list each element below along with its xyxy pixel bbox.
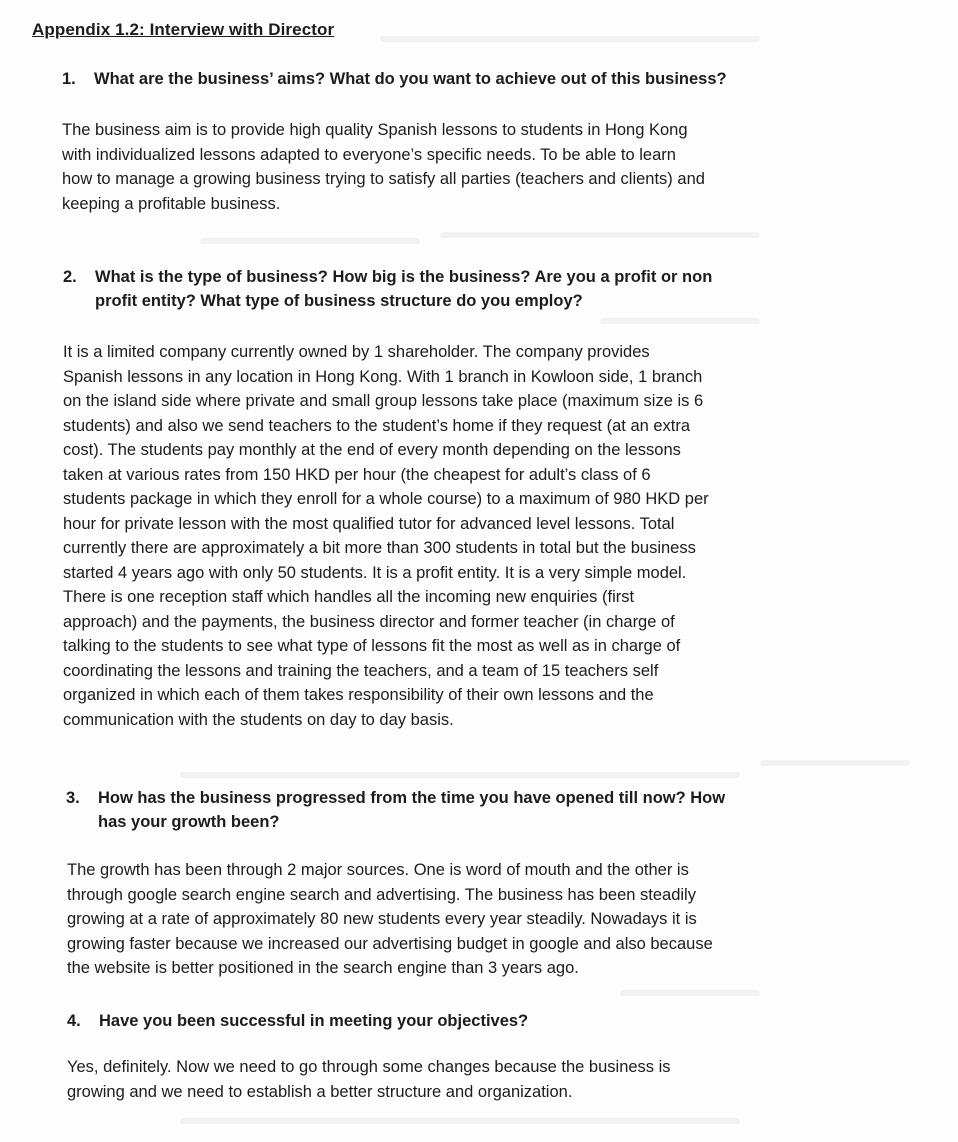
answer-line: talking to the students to see what type of lessons fit the most as well as in charge of [63,637,681,655]
answer-line: the website is better positioned in the search engine than 3 years ago. [67,959,579,977]
question-2 [63,265,783,313]
document-title: Appendix 1.2: Interview with Director [32,20,335,39]
bleed-through-mark [620,990,760,996]
answer-line: hour for private lesson with the most qualified tutor for advanced level lessons. Total [63,514,675,533]
answer-line: approach) and the payments, the business director and former teacher (in charge of [63,612,675,631]
answer-4 [67,1055,827,1104]
answer-line: through google search engine search and advertising. The business has been steadily [67,885,696,904]
answer-line: keeping a profitable business. [62,194,281,213]
answer-line: There is one reception staff which handles all the incoming new enquiries (first [63,588,635,606]
answer-line: with individualized lessons adapted to everyone’s specific needs. To be able to learn [62,145,676,164]
bleed-through-mark [180,1118,740,1124]
bleed-through-mark [380,36,760,42]
answer-line: The growth has been through 2 major sources. One is word of mouth and the other is [67,861,689,879]
question-number: 3. [66,789,80,807]
answer-line: coordinating the lessons and training the teachers, and a team of 15 teachers self [63,661,659,680]
answer-line: Spanish lessons in any location in Hong Kong. With 1 branch in Kowloon side, 1 branch [63,367,703,386]
answer-line: started 4 years ago with only 50 students. It is a profit entity. It is a very simple model. [63,563,687,582]
bleed-through-mark [440,232,760,238]
question-text: Have you been successful in meeting your objectives? [99,1012,529,1030]
question-text: has your growth been? [98,813,280,831]
answer-line: growing at a rate of approximately 80 new students every year steadily. Nowadays it is [67,910,697,928]
question-text: How has the business progressed from the time you have opened till now? How [98,789,726,807]
answer-line: Yes, definitely. Now we need to go through some changes because the business is [67,1058,671,1076]
answer-line: It is a limited company currently owned by 1 shareholder. The company provides [63,343,650,361]
question-1 [62,67,782,91]
bleed-through-mark [180,772,740,778]
bleed-through-mark [600,318,760,324]
question-number: 1. [62,70,76,88]
answer-line: taken at various rates from 150 HKD per hour (the cheapest for adult’s class of 6 [63,465,651,484]
bleed-through-mark [760,760,910,766]
question-text: profit entity? What type of business structure do you employ? [95,292,583,310]
answer-line: communication with the students on day to day basis. [63,710,454,729]
answer-line: currently there are approximately a bit more than 300 students in total but the business [63,539,696,557]
answer-line: students) and also we send teachers to the student’s home if they request (at an extra [63,416,691,435]
question-number: 4. [67,1012,81,1030]
bleed-through-mark [200,238,420,244]
answer-line: growing and we need to establish a better structure and organization. [67,1082,573,1101]
answer-line: on the island side where private and small group lessons take place (maximum size is 6 [63,392,704,410]
answer-2 [63,340,823,732]
question-text: What is the type of business? How big is the business? Are you a profit or non [95,268,713,286]
question-text: What are the business’ aims? What do you want to achieve out of this business? [94,70,727,88]
answer-line: growing faster because we increased our advertising budget in google and also because [67,934,713,953]
question-4 [67,1009,767,1033]
answer-1 [62,118,802,216]
answer-line: The business aim is to provide high quality Spanish lessons to students in Hong Kong [62,121,688,139]
answer-line: cost). The students pay monthly at the end of every month depending on the lessons [63,441,681,459]
answer-line: students package in which they enroll for a whole course) to a maximum of 980 HKD per [63,490,709,508]
answer-line: how to manage a growing business trying to satisfy all parties (teachers and clients) and [62,170,705,188]
question-number: 2. [63,268,77,286]
answer-line: organized in which each of them takes responsibility of their own lessons and the [63,686,654,704]
question-3 [66,786,806,834]
answer-3 [67,858,827,981]
